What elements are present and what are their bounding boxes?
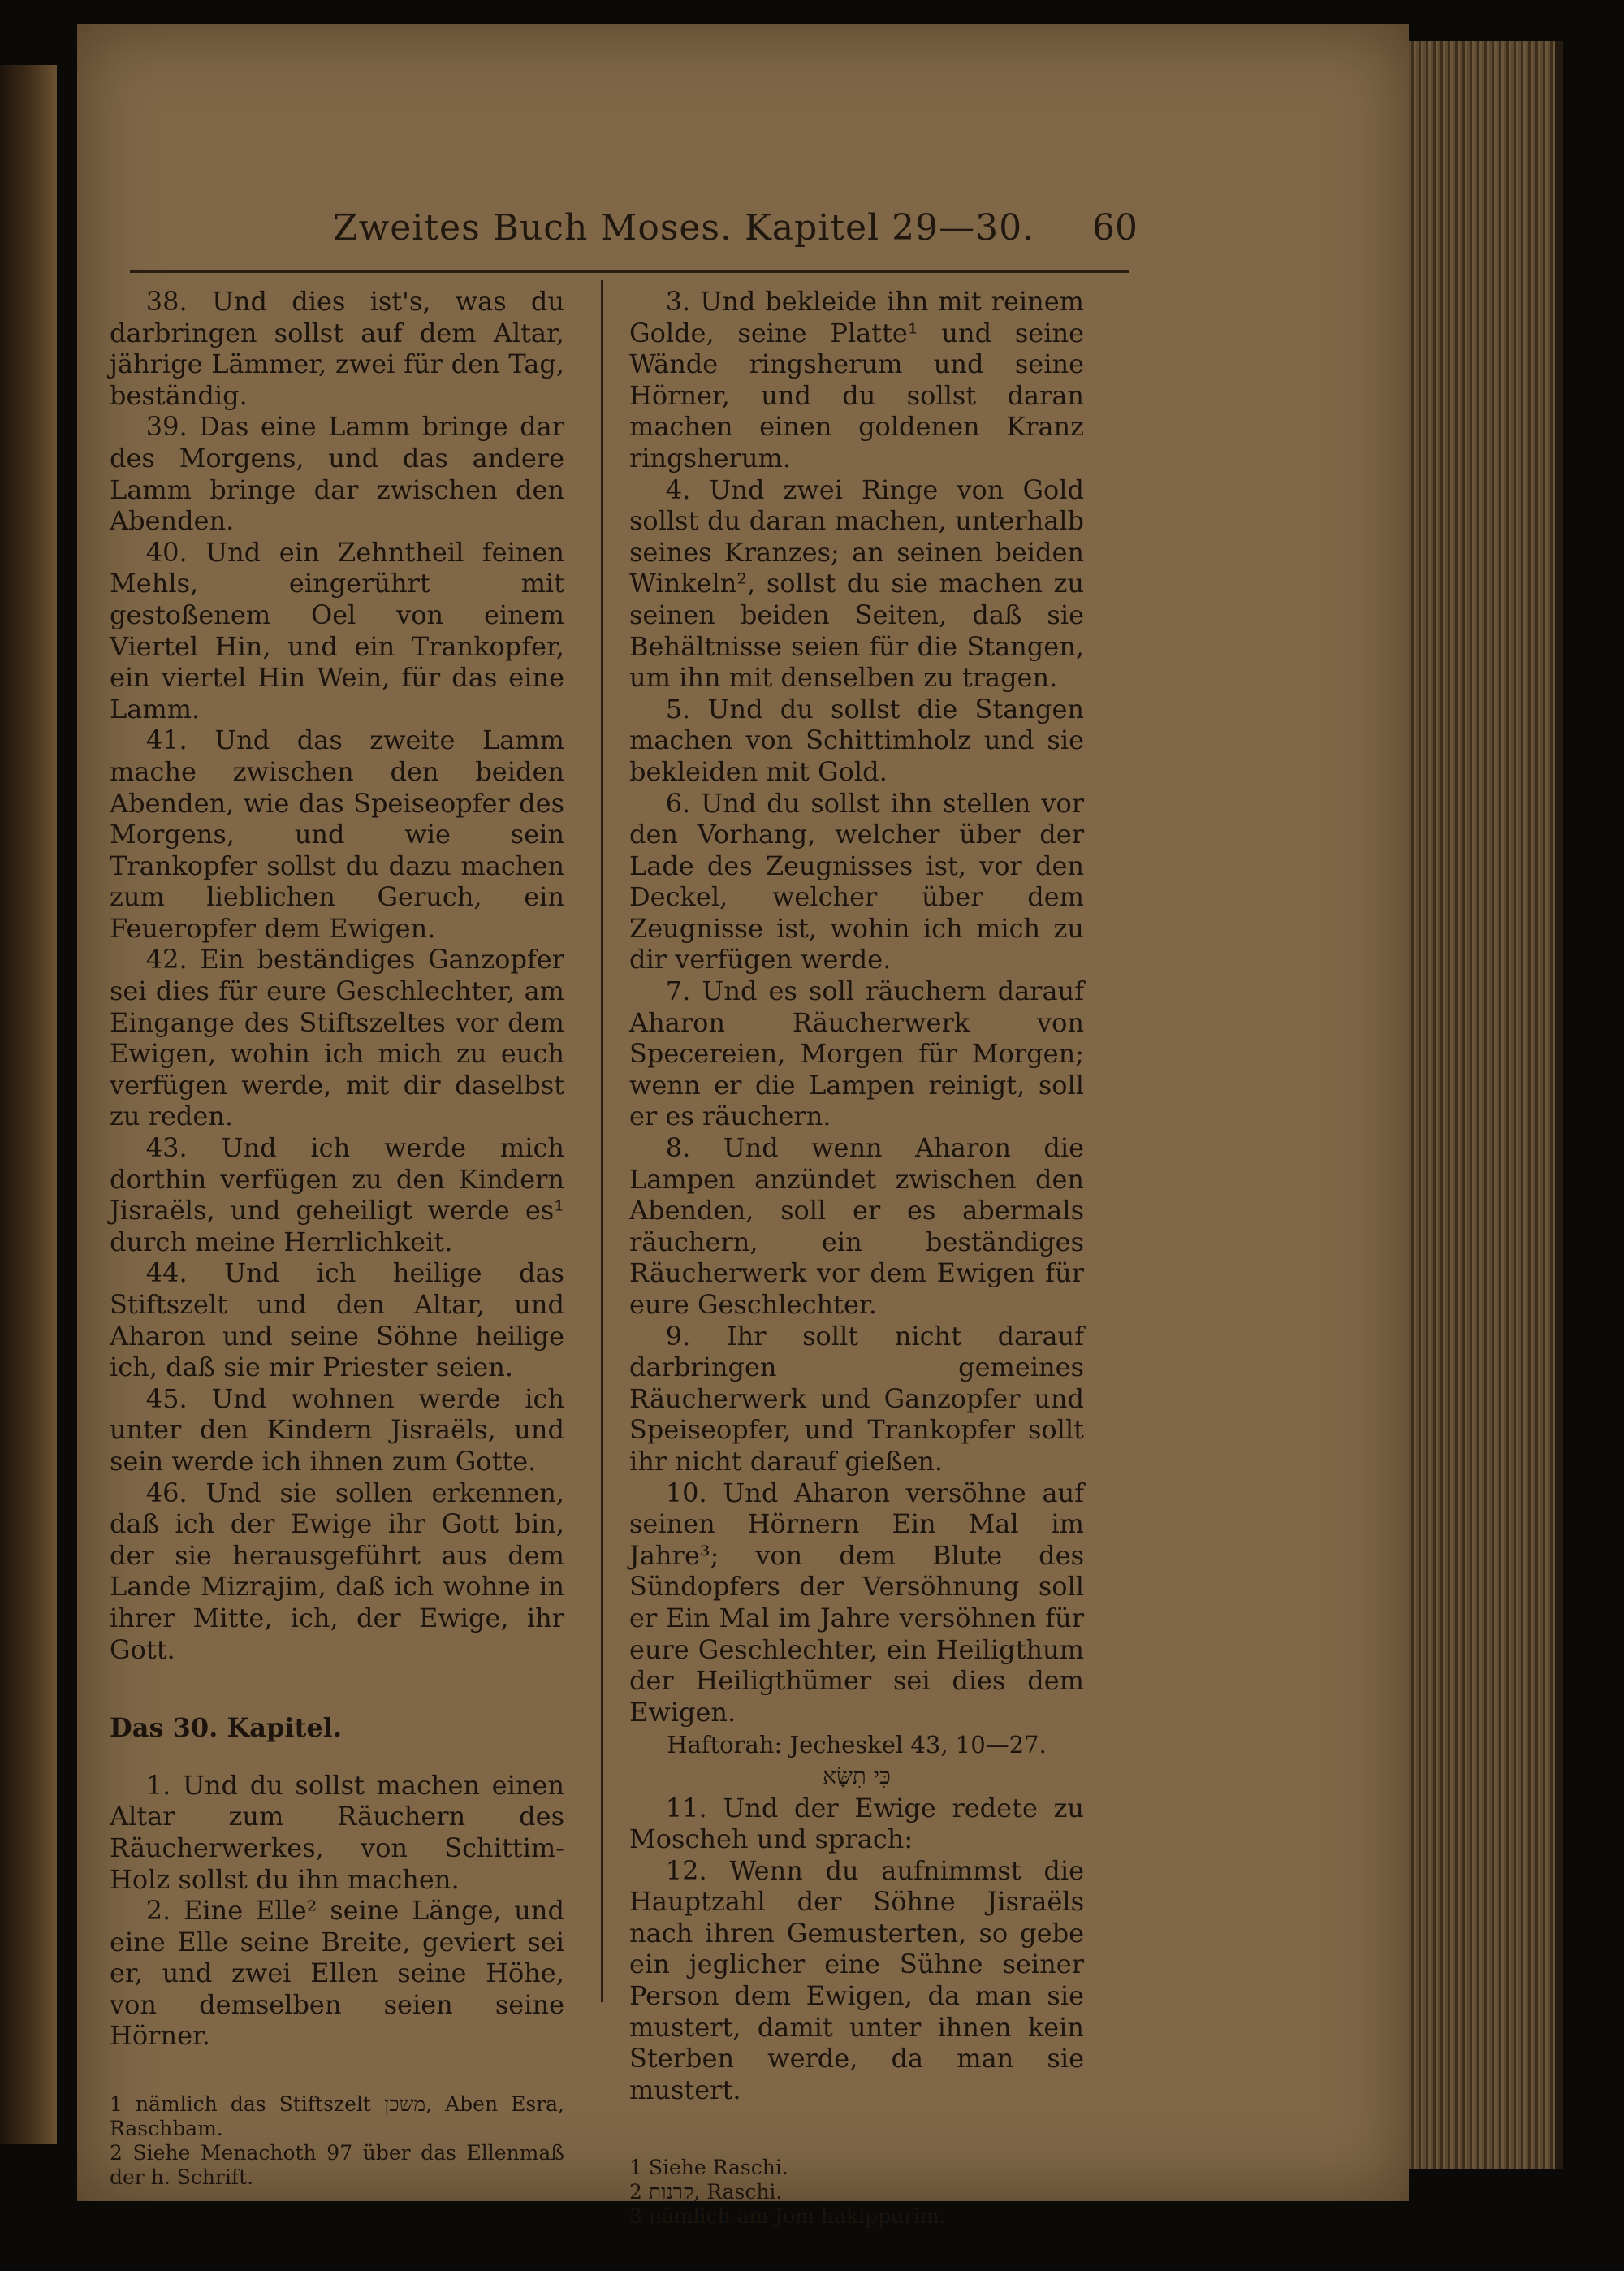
verse-29-44: 44. Und ich heilige das Stiftszelt und den Altar, und Aharon und seine Söhne heilige ich, daß sie mir Priester seien. (110, 1257, 564, 1383)
verse-30-6: 6. Und du sollst ihn stellen vor den Vorhang, welcher über der Lade des Zeugnisses ist, vor den Deckel, welcher über dem Zeugnisse ist, wohin ich mich zu dir verfügen werde. (629, 787, 1084, 975)
right-column (629, 286, 1084, 2229)
page-number: 60 (1092, 207, 1138, 249)
footnote: 2 Siehe Menachoth 97 über das Ellenmaß der h. Schrift. (110, 2141, 564, 2190)
verse-29-42: 42. Ein beständiges Ganzopfer sei dies für eure Geschlechter, am Eingange des Stiftszeltes vor dem Ewigen, wohin ich mich zu euch verfügen werde, mit dir daselbst zu reden. (110, 944, 564, 1132)
verse-29-46: 46. Und sie sollen erkennen, daß ich der Ewige ihr Gott bin, der sie herausgeführt aus dem Lande Mizrajim, daß ich wohne in ihrer Mitte, ich, der Ewige, ihr Gott. (110, 1477, 564, 1665)
left-footnotes (110, 2092, 564, 2190)
verse-30-12: 12. Wenn du aufnimmst die Hauptzahl der Söhne Jisraëls nach ihren Gemusterten, so gebe ein jeglicher eine Sühne seiner Person dem Ewigen, da man sie mustert, damit unter ihnen kein Sterben werde, da man sie mustert. (629, 1854, 1084, 2105)
chapter-title: Das 30. Kapitel. (110, 1712, 342, 1744)
verse-30-4: 4. Und zwei Ringe von Gold sollst du daran machen, unterhalb seines Kranzes; an seinen beiden Winkeln², sollst du sie machen zu seinen beiden Seiten, daß sie Behältnisse seien für die Stangen, um ihn mit denselben zu tragen. (629, 474, 1084, 694)
parasha-heading-hebrew: כִּי תִשָּׂא (823, 1762, 891, 1789)
verse-29-45: 45. Und wohnen werde ich unter den Kindern Jisraëls, und sein werde ich ihnen zum Gotte. (110, 1382, 564, 1477)
verse-30-1: 1. Und du sollst machen einen Altar zum Räuchern des Räucherwerkes, von Schittim-Holz sollst du ihn machen. (110, 1769, 564, 1895)
footnote: 1 nämlich das Stiftszelt משכן, Aben Esra, Raschbam. (110, 2092, 564, 2141)
verse-29-38: 38. Und dies ist's, was du darbringen sollst auf dem Altar, jährige Lämmer, zwei für den Tag, beständig. (110, 286, 564, 411)
verse-29-40: 40. Und ein Zehntheil feinen Mehls, eingerührt mit gestoßenem Oel von einem Viertel Hin, und ein Trankopfer, ein viertel Hin Wein, für das eine Lamm. (110, 536, 564, 725)
page-fore-edge (1409, 41, 1563, 2169)
verse-30-7: 7. Und es soll räuchern darauf Aharon Räucherwerk von Specereien, Morgen für Morgen; wenn er die Lampen reinigt, soll er es räuchern. (629, 975, 1084, 1132)
left-column (110, 286, 564, 2190)
right-footnotes (629, 2156, 1084, 2229)
previous-page-edge (0, 65, 57, 2144)
column-divider (601, 280, 603, 2002)
verse-30-2: 2. Eine Elle² seine Länge, und eine Elle seine Breite, geviert sei er, und zwei Ellen seine Höhe, von demselben seien seine Hörner. (110, 1895, 564, 2052)
verse-29-39: 39. Das eine Lamm bringe dar des Morgens, und das andere Lamm bringe dar zwischen den Abenden. (110, 411, 564, 537)
footnote: 1 Siehe Raschi. (629, 2156, 788, 2180)
verse-30-5: 5. Und du sollst die Stangen machen von Schittimholz und sie bekleiden mit Gold. (629, 693, 1084, 787)
footnote: 3 nämlich am Jom hakippurim. (629, 2204, 946, 2229)
footnote: 2 קרנות, Raschi. (629, 2180, 783, 2204)
verse-29-43: 43. Und ich werde mich dorthin verfügen zu den Kindern Jisraëls, und geheiligt werde es¹ durch meine Herrlichkeit. (110, 1132, 564, 1257)
verse-30-3: 3. Und bekleide ihn mit reinem Golde, seine Platte¹ und seine Wände ringsherum und seine Hörner, und du sollst daran machen einen goldenen Kranz ringsherum. (629, 286, 1084, 474)
verse-29-41: 41. Und das zweite Lamm mache zwischen den beiden Abenden, wie das Speiseopfer des Morgens, und wie sein Trankopfer sollst du dazu machen zum lieblichen Geruch, ein Feueropfer dem Ewigen. (110, 725, 564, 944)
haftorah-note: Haftorah: Jecheskel 43, 10—27. (667, 1731, 1047, 1759)
verse-30-10: 10. Und Aharon versöhne auf seinen Hörnern Ein Mal im Jahre³; von dem Blute des Sündopfers der Versöhnung soll er Ein Mal im Jahre versöhnen für eure Geschlechter, ein Heiligthum der Heiligthümer sei dies dem Ewigen. (629, 1477, 1084, 1728)
running-head: Zweites Buch Moses. Kapitel 29—30. (333, 207, 1035, 249)
header-rule (130, 270, 1129, 273)
verse-30-8: 8. Und wenn Aharon die Lampen anzündet zwischen den Abenden, soll er es abermals räuchern, ein beständiges Räucherwerk vor dem Ewigen für eure Geschlechter. (629, 1132, 1084, 1320)
verse-30-11: 11. Und der Ewige redete zu Moscheh und sprach: (629, 1792, 1084, 1855)
verse-30-9: 9. Ihr sollt nicht darauf darbringen gemeines Räucherwerk und Ganzopfer und Speiseopfer, und Trankopfer sollt ihr nicht darauf gießen. (629, 1320, 1084, 1477)
